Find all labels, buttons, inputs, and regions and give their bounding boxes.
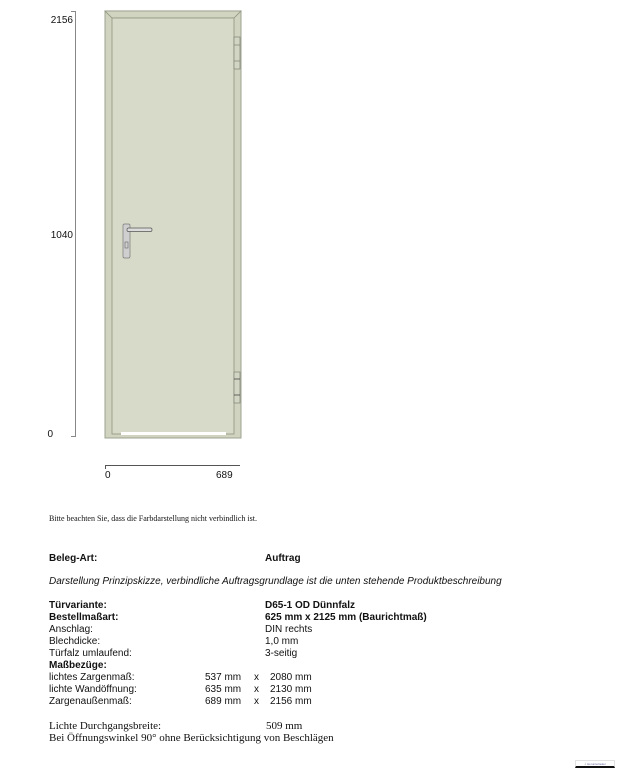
x-axis-left-tick bbox=[105, 465, 106, 469]
spec-label: Anschlag: bbox=[49, 624, 93, 635]
y-tick-1040: 1040 bbox=[50, 230, 73, 241]
door-drawing bbox=[103, 9, 243, 441]
beleg-art-label: Beleg-Art: bbox=[49, 553, 98, 564]
beleg-art-value: Auftrag bbox=[265, 553, 301, 564]
y-axis-bottom-tick bbox=[71, 436, 76, 437]
x-axis-line bbox=[105, 465, 240, 466]
spec-value: DIN rechts bbox=[265, 624, 313, 635]
passage-width-note: Bei Öffnungswinkel 90° ohne Berücksichtigung von Beschlägen bbox=[49, 732, 334, 744]
spec-value: 3-seitig bbox=[265, 648, 298, 659]
spec-label: Türfalz umlaufend: bbox=[49, 648, 132, 659]
bottom-hinge-icon bbox=[234, 372, 240, 403]
measure-label: Zargenaußenmaß: bbox=[49, 696, 132, 707]
measure-times: x bbox=[254, 684, 259, 695]
color-note: Bitte beachten Sie, dass die Farbdarstellung nicht verbindlich ist. bbox=[49, 514, 257, 523]
door-threshold bbox=[121, 432, 226, 435]
top-hinge-icon bbox=[234, 37, 240, 69]
y-axis-line bbox=[75, 11, 76, 437]
spec-label: Bestellmaßart: bbox=[49, 612, 119, 623]
measure-times: x bbox=[254, 672, 259, 683]
measure-label: lichte Wandöffnung: bbox=[49, 684, 137, 695]
measure-height: 2080 mm bbox=[270, 672, 312, 683]
y-axis-top-tick bbox=[71, 11, 76, 12]
x-tick-0: 0 bbox=[105, 470, 111, 481]
spec-value: 625 mm x 2125 mm (Baurichtmaß) bbox=[265, 612, 427, 623]
spec-label: Türvariante: bbox=[49, 600, 107, 611]
y-tick-0: 0 bbox=[47, 429, 53, 440]
download-button[interactable] bbox=[575, 760, 615, 768]
download-icon: ↓ bbox=[583, 761, 586, 766]
y-tick-2156: 2156 bbox=[50, 15, 73, 26]
x-tick-689: 689 bbox=[216, 470, 233, 481]
measure-width: 635 mm bbox=[205, 684, 242, 695]
measure-times: x bbox=[254, 696, 259, 707]
disclaimer: Darstellung Prinzipskizze, verbindliche Auftragsgrundlage ist die unten stehende Produktbeschreibung bbox=[49, 576, 502, 587]
measure-label: lichtes Zargenmaß: bbox=[49, 672, 135, 683]
spec-value: D65-1 OD Dünnfalz bbox=[265, 600, 356, 611]
measure-height: 2130 mm bbox=[270, 684, 312, 695]
measure-height: 2156 mm bbox=[270, 696, 312, 707]
passage-width-value: 509 mm bbox=[266, 720, 303, 732]
measure-width: 537 mm bbox=[205, 672, 242, 683]
spec-label: Blechdicke: bbox=[49, 636, 101, 647]
download-button-label: Herunterladen bbox=[586, 761, 606, 766]
spec-value: 1,0 mm bbox=[265, 636, 299, 647]
passage-width-label: Lichte Durchgangsbreite: bbox=[49, 720, 162, 732]
frame-top-bevel bbox=[105, 11, 241, 18]
measures-heading: Maßbezüge: bbox=[49, 660, 107, 671]
measure-width: 689 mm bbox=[205, 696, 242, 707]
